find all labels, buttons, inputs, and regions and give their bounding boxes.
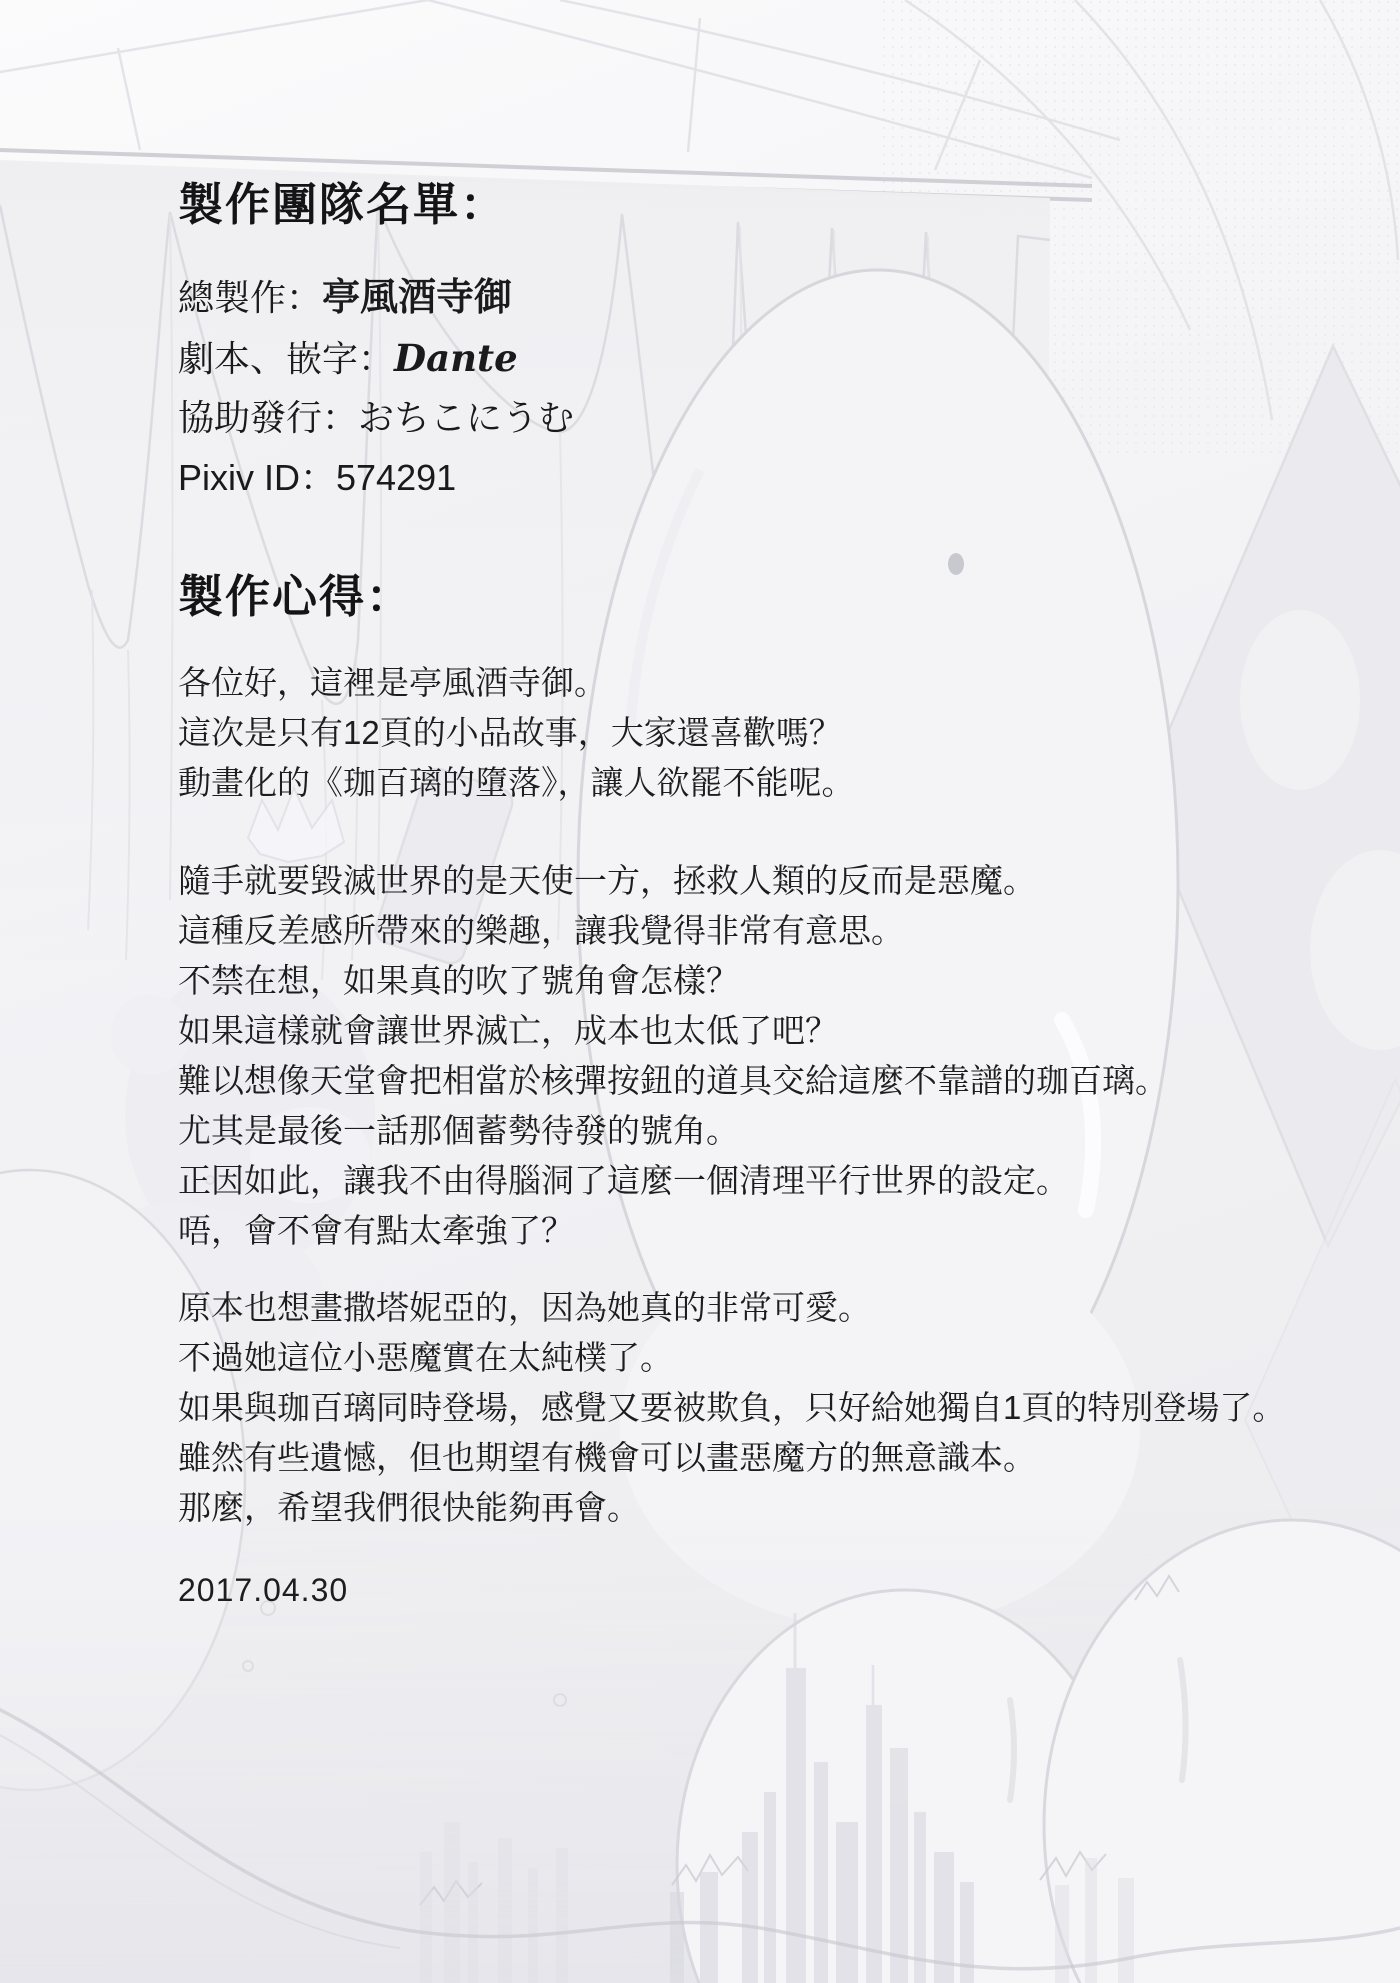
notes-line: 那麼，希望我們很快能夠再會。	[178, 1489, 640, 1526]
notes-line: 尤其是最後一話那個蓄勢待發的號角。	[178, 1112, 739, 1149]
balloon-navel	[948, 553, 964, 575]
notes-line: 隨手就要毀滅世界的是天使一方，拯救人類的反而是惡魔。	[178, 862, 1036, 899]
notes-line: 這種反差感所帶來的樂趣，讓我覺得非常有意思。	[178, 912, 904, 949]
notes-line: 不過她這位小惡魔實在太純樸了。	[178, 1339, 673, 1376]
notes-line: 難以想像天堂會把相當於核彈按鈕的道具交給這麼不靠譜的珈百璃。	[178, 1062, 1168, 1099]
credits-list	[178, 268, 574, 508]
credit-label: 總製作：	[178, 277, 323, 318]
notes-line: 如果與珈百璃同時登場，感覺又要被欺負，只好給她獨自1頁的特別登場了。	[178, 1389, 1286, 1426]
notes-line: 不禁在想，如果真的吹了號角會怎樣？	[178, 962, 739, 999]
credit-value: Dante	[394, 336, 518, 380]
notes-paragraph-3	[178, 1283, 1285, 1533]
notes-line: 唔，會不會有點太牽強了？	[178, 1212, 574, 1249]
credit-value: 亭風酒寺御	[322, 277, 513, 319]
notes-title: 製作心得：	[178, 571, 414, 622]
credit-label: Pixiv ID：	[178, 457, 337, 498]
credit-line-producer	[178, 268, 574, 328]
credit-line-publishing	[178, 388, 574, 448]
credit-label: 協助發行：	[178, 397, 359, 438]
notes-paragraph-2	[178, 856, 1168, 1256]
notes-line: 正因如此，讓我不由得腦洞了這麼一個清理平行世界的設定。	[178, 1162, 1069, 1199]
notes-line: 原本也想畫撒塔妮亞的，因為她真的非常可愛。	[178, 1289, 871, 1326]
notes-line: 動畫化的《珈百璃的墮落》，讓人欲罷不能呢。	[178, 764, 855, 801]
date-text: 2017.04.30	[178, 1572, 349, 1608]
credit-line-script	[178, 328, 574, 388]
notes-paragraph-1	[178, 658, 855, 808]
credit-value: 574291	[336, 457, 457, 498]
notes-line: 各位好，這裡是亭風酒寺御。	[178, 664, 607, 701]
credit-value: おちこにうむ	[358, 397, 575, 438]
notes-line: 如果這樣就會讓世界滅亡，成本也太低了吧？	[178, 1012, 838, 1049]
credits-title: 製作團隊名單：	[178, 179, 508, 230]
notes-line: 這次是只有12頁的小品故事，大家還喜歡嗎？	[178, 714, 842, 751]
credit-line-pixiv-id	[178, 448, 574, 508]
notes-line: 雖然有些遺憾，但也期望有機會可以畫惡魔方的無意識本。	[178, 1439, 1036, 1476]
credit-label: 劇本、嵌字：	[178, 338, 395, 379]
